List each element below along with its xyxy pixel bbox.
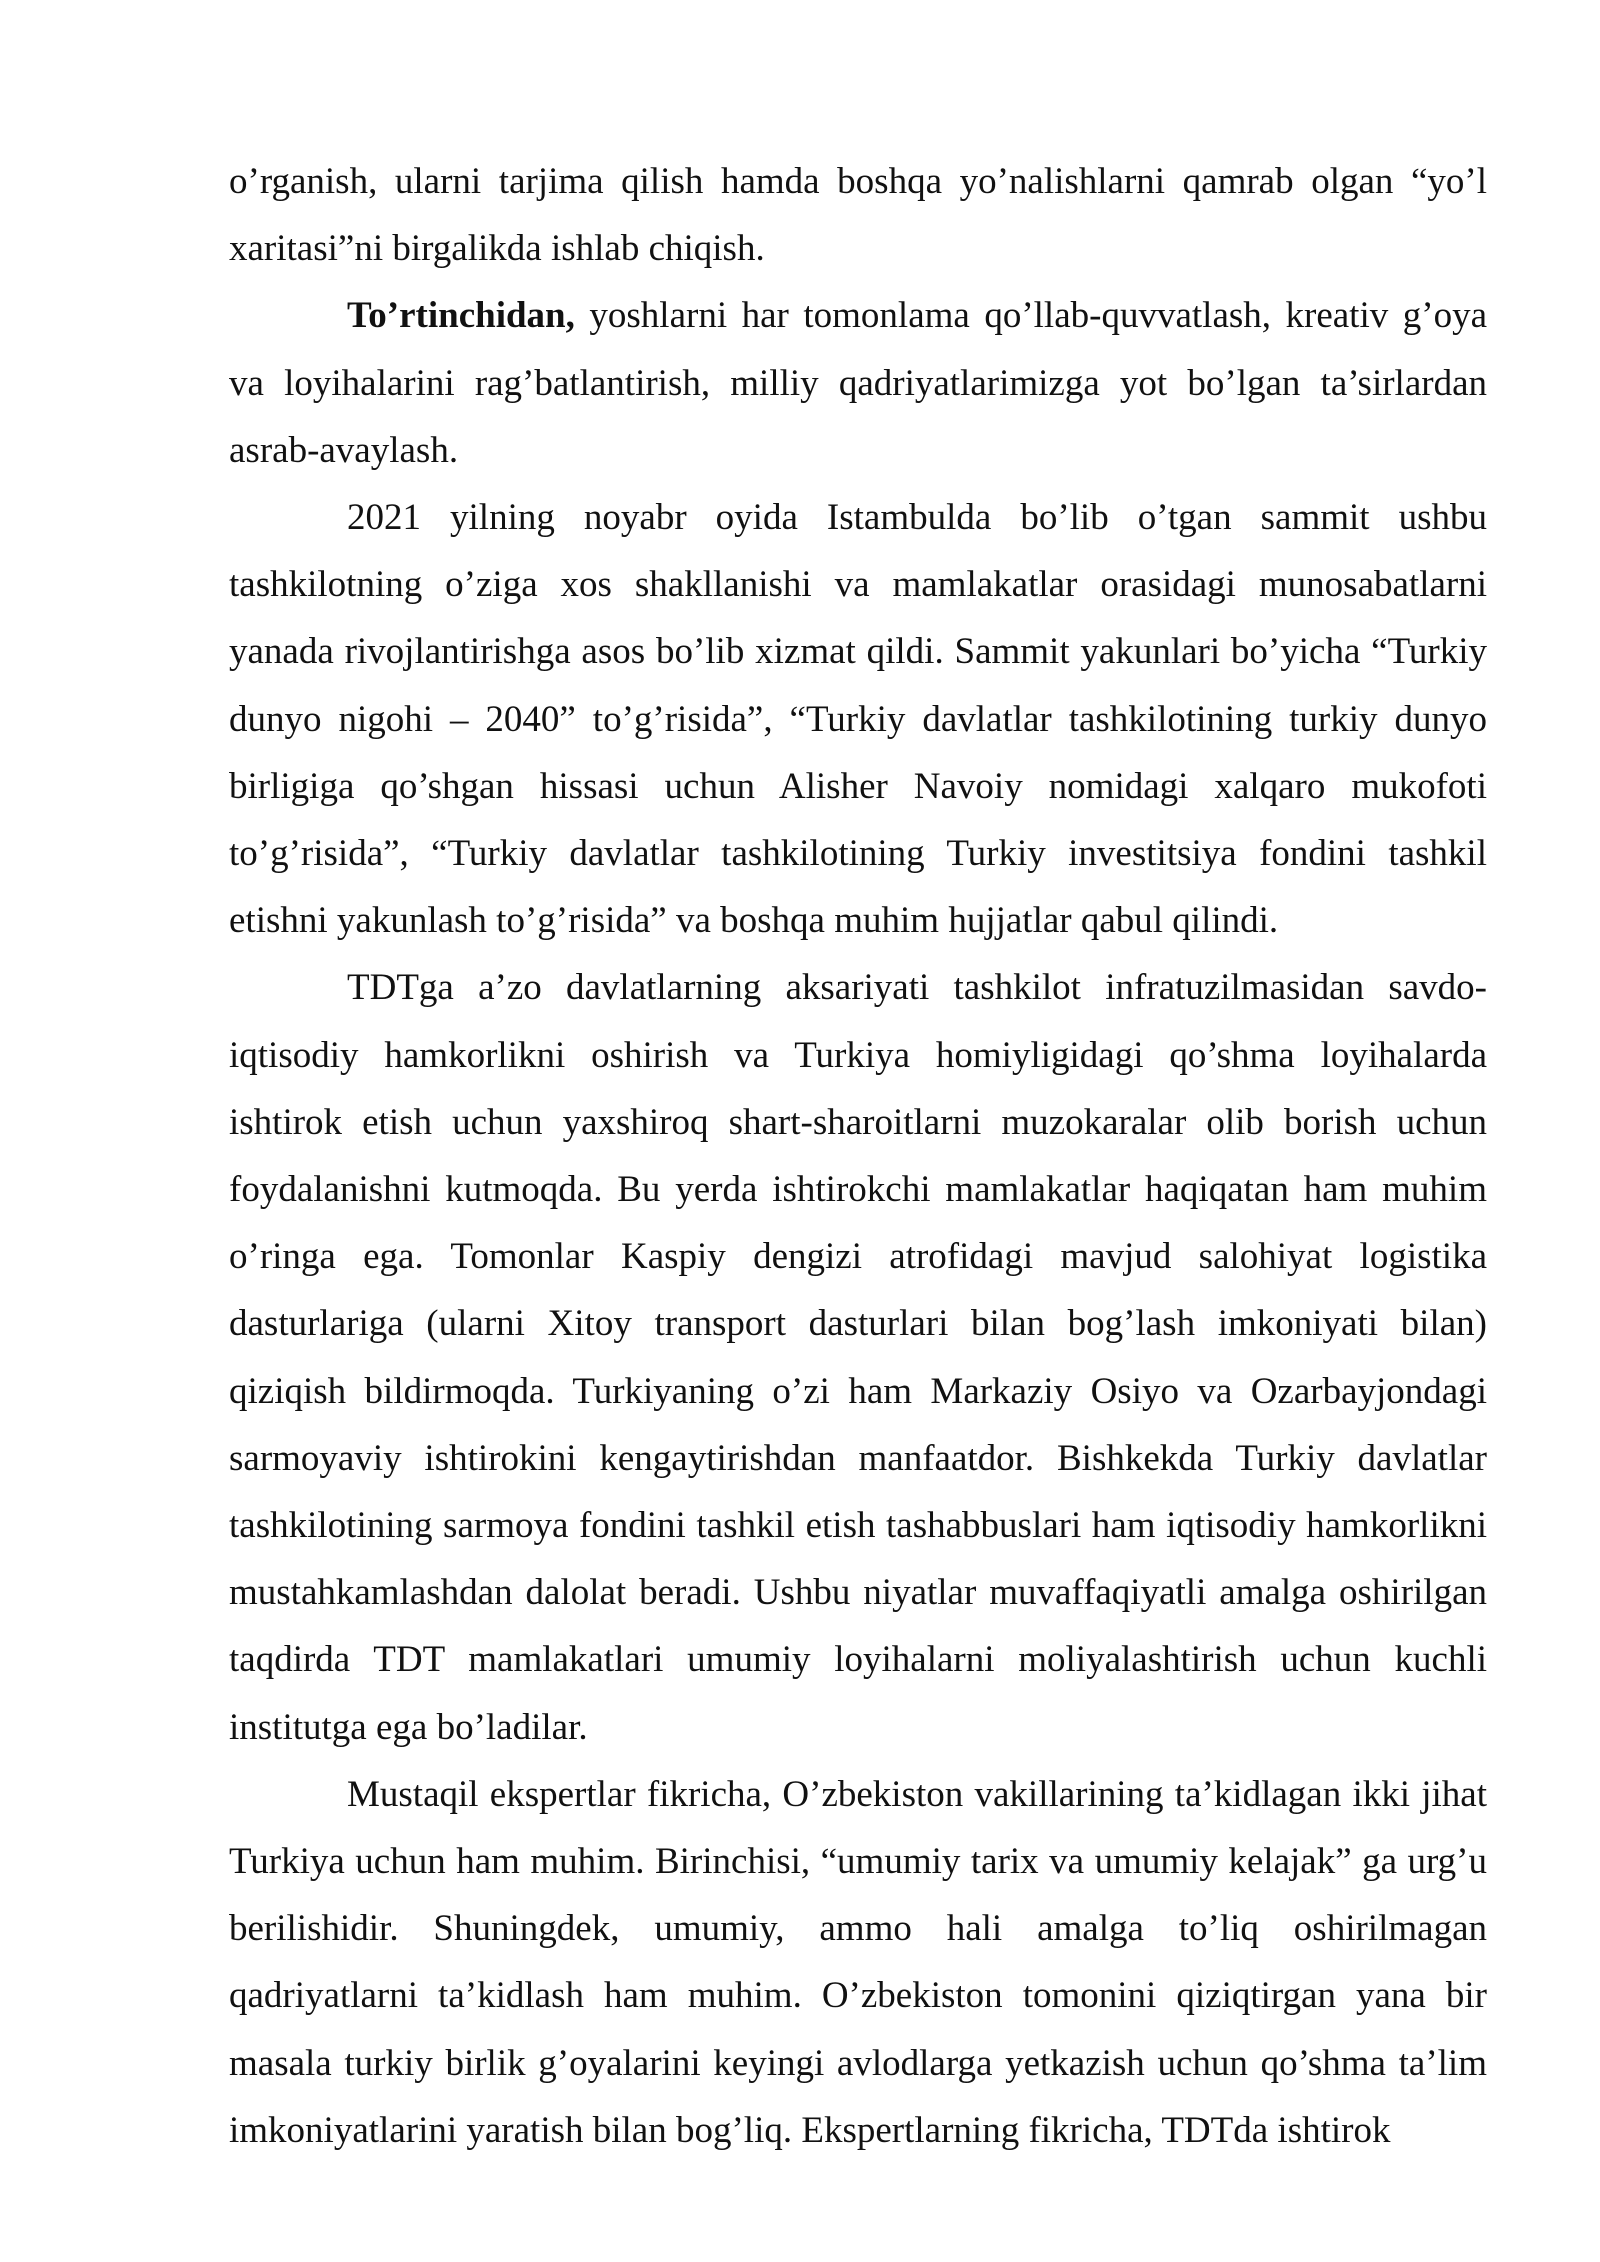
paragraph-independent-experts <box>229 1761 1487 2164</box>
paragraph-tdt-members <box>229 954 1487 1760</box>
paragraph-text: yoshlarni har tomonlama qo’llab-quvvatlash, kreativ g’oya va loyihalarini rag’batlantirish, milliy qadriyatlarimizga yot bo’lgan ta’sirlardan asrab-avaylash. <box>229 295 1487 471</box>
paragraph-text: o’rganish, ularni tarjima qilish hamda boshqa yo’nalishlarni qamrab olgan “yo’l xaritasi”ni birgalikda ishlab chiqish. <box>229 161 1487 270</box>
paragraph-fourthly <box>229 282 1487 484</box>
paragraph-lead-bold: To’rtinchidan, <box>347 295 575 337</box>
paragraph-continuation <box>229 148 1487 282</box>
paragraph-text: 2021 yilning noyabr oyida Istambulda bo’lib o’tgan sammit ushbu tashkilotning o’ziga xos shakllanishi va mamlakatlar orasidagi munosabatlarni yanada rivojlantirishga asos bo’lib xizmat qildi. Sammit yakunlari bo’yicha “Turkiy dunyo nigohi – 2040” to’g’risida”, “Turkiy davlatlar tashkilotining turkiy dunyo birligiga qo’shgan hissasi uchun Alisher Navoiy nomidagi xalqaro mukofoti to’g’risida”, “Turkiy davlatlar tashkilotining Turkiy investitsiya fondini tashkil etishni yakunlash to’g’risida” va boshqa muhim hujjatlar qabul qilindi. <box>229 497 1487 942</box>
paragraph-text: Mustaqil ekspertlar fikricha, O’zbekiston vakillarining ta’kidlagan ikki jihat Turkiya uchun ham muhim. Birinchisi, “umumiy tarix va umumiy kelajak” ga urg’u berilishidir. Shuningdek, umumiy, ammo hali amalga to’liq oshirilmagan qadriyatlarni ta’kidlash ham muhim. O’zbekiston tomonini qiziqtirgan yana bir masala turkiy birlik g’oyalarini keyingi avlodlarga yetkazish uchun qo’shma ta’lim imkoniyatlarini yaratish bilan bog’liq. Ekspertlarning fikricha, TDTda ishtirok <box>229 1773 1487 2151</box>
paragraph-istanbul-summit <box>229 484 1487 954</box>
paragraph-text: TDTga a’zo davlatlarning aksariyati tashkilot infratuzilmasidan savdo-iqtisodiy hamkorlikni oshirish va Turkiya homiyligidagi qo’shma loyihalarda ishtirok etish uchun yaxshiroq shart-sharoitlarni muzokaralar olib borish uchun foydalanishni kutmoqda. Bu yerda ishtirokchi mamlakatlar haqiqatan ham muhim o’ringa ega. Tomonlar Kaspiy dengizi atrofidagi mavjud salohiyat logistika dasturlariga (ularni Xitoy transport dasturlari bilan bog’lash imkoniyati bilan) qiziqish bildirmoqda. Turkiyaning o’zi ham Markaziy Osiyo va Ozarbayjondagi sarmoyaviy ishtirokini kengaytirishdan manfaatdor. Bishkekda Turkiy davlatlar tashkilotining sarmoya fondini tashkil etish tashabbuslari ham iqtisodiy hamkorlikni mustahkamlashdan dalolat beradi. Ushbu niyatlar muvaffaqiyatli amalga oshirilgan taqdirda TDT mamlakatlari umumiy loyihalarni moliyalashtirish uchun kuchli institutga ega bo’ladilar. <box>229 967 1487 1748</box>
document-body <box>229 148 1487 2164</box>
